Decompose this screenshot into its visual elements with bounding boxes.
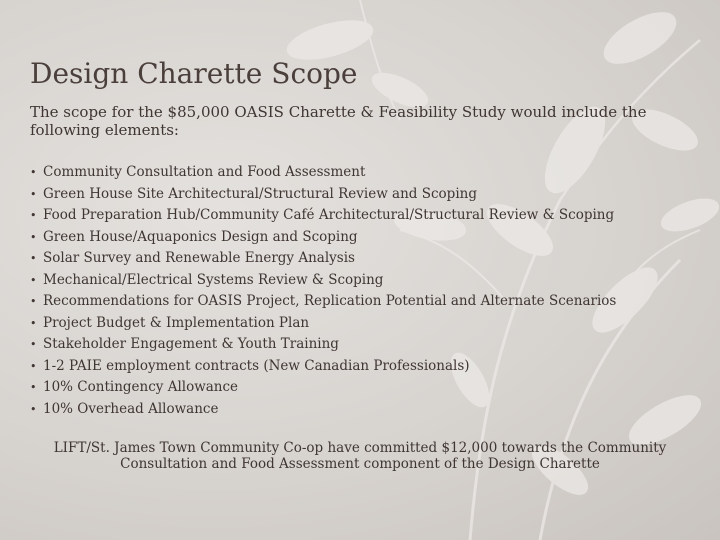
list-item	[30, 270, 700, 292]
list-item-label: Food Preparation Hub/Community Café Architectural/Structural Review & Scoping	[43, 207, 615, 223]
bullet-icon: •	[30, 316, 37, 330]
intro-text: The scope for the $85,000 OASIS Charette & Feasibility Study would include the following elements:	[30, 103, 647, 139]
bullet-icon: •	[30, 273, 37, 287]
funding-note: LIFT/St. James Town Community Co-op have committed $12,000 towards the Community Consultation and Food Assessment component of the Design Charette	[53, 440, 667, 472]
list-item-label: Mechanical/Electrical Systems Review & Scoping	[43, 271, 384, 288]
list-item	[30, 377, 700, 399]
list-item-label: Stakeholder Engagement & Youth Training	[43, 336, 339, 352]
bullet-icon: •	[30, 402, 37, 416]
bullet-icon: •	[30, 166, 37, 179]
list-item-label: 1-2 PAIE employment contracts (New Canadian Professionals)	[43, 357, 470, 374]
list-item-label: Project Budget & Implementation Plan	[43, 314, 310, 331]
list-item	[30, 334, 700, 356]
list-item	[30, 291, 700, 313]
bullet-icon: •	[30, 381, 37, 394]
scope-elements-list	[30, 162, 700, 420]
list-item	[30, 227, 700, 249]
bullet-icon: •	[30, 359, 37, 373]
list-item-label: Green House Site Architectural/Structural Review and Scoping	[43, 185, 477, 202]
list-item-label: Recommendations for OASIS Project, Replication Potential and Alternate Scenarios	[43, 293, 617, 309]
list-item	[30, 162, 700, 184]
list-item	[30, 184, 700, 206]
slide-title: Design Charette Scope	[30, 57, 358, 90]
list-item	[30, 248, 700, 270]
list-item	[30, 356, 700, 378]
list-item-label: 10% Contingency Allowance	[43, 379, 239, 395]
bullet-icon: •	[30, 230, 37, 244]
list-item-label: Community Consultation and Food Assessment	[43, 164, 366, 180]
list-item-label: 10% Overhead Allowance	[43, 400, 219, 417]
list-item	[30, 399, 700, 421]
list-item-label: Green House/Aquaponics Design and Scoping	[43, 228, 358, 245]
bullet-icon: •	[30, 209, 37, 222]
list-item	[30, 205, 700, 227]
bullet-icon: •	[30, 295, 37, 308]
bullet-icon: •	[30, 252, 37, 265]
bullet-icon: •	[30, 338, 37, 351]
bullet-icon: •	[30, 187, 37, 201]
list-item	[30, 313, 700, 335]
list-item-label: Solar Survey and Renewable Energy Analysis	[43, 250, 355, 266]
